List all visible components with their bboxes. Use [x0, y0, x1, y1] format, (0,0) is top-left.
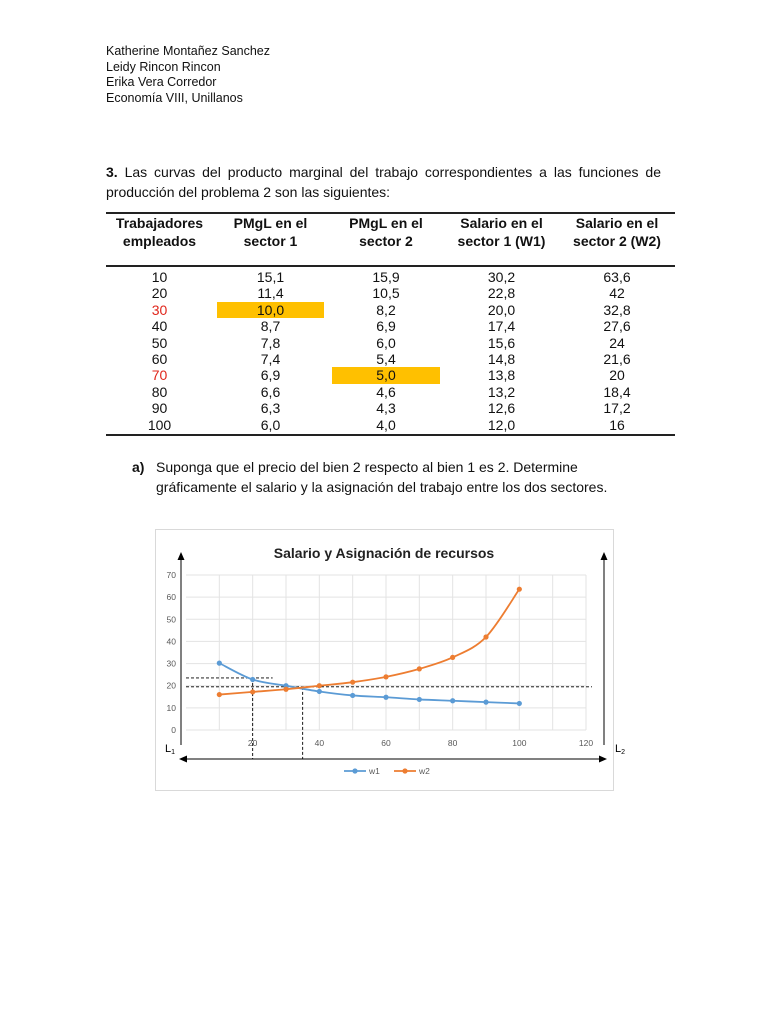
legend-marker-w1 [352, 768, 357, 773]
data-point-w2 [217, 692, 222, 697]
table-cell: 20 [151, 285, 168, 302]
column-header: PMgL en el sector 2 [328, 213, 444, 266]
table-cell: 18,4 [603, 383, 631, 400]
table-cell: 6,6 [260, 383, 281, 400]
table-row [106, 384, 675, 400]
horizontal-axis-right-arrow [599, 756, 607, 763]
author-name: Katherine Montañez Sanchez [106, 44, 270, 58]
data-point-w1 [417, 697, 422, 702]
table-cell: 20 [609, 367, 625, 384]
table-row [106, 318, 675, 334]
table-cell: 21,6 [603, 351, 631, 368]
table-cell: 10 [151, 269, 168, 285]
column-header: Salario en el sector 1 (W1) [444, 213, 559, 266]
chart-container [155, 529, 626, 791]
column-header: Trabajadores empleados [106, 213, 213, 266]
data-point-w1 [383, 695, 388, 700]
table-cell: 12,0 [444, 417, 559, 435]
data-point-w1 [450, 698, 455, 703]
data-point-w2 [317, 683, 322, 688]
question-text: Suponga que el precio del bien 2 respecto al bien 1 es 2. Determine gráficamente el salario y la asignación del trabajo entre los dos sectores. [156, 459, 608, 495]
table-cell: 12,6 [487, 400, 516, 417]
table-cell: 90 [151, 400, 168, 417]
table-cell: 6,0 [213, 417, 328, 435]
table-cell: 70 [151, 367, 168, 384]
y-tick-label: 60 [166, 592, 176, 603]
data-point-w2 [483, 634, 488, 639]
table-row [106, 351, 675, 367]
data-point-w1 [317, 689, 322, 694]
table-cell: 10,5 [372, 285, 400, 302]
problem-number: 3. [106, 164, 118, 180]
table-cell: 16 [559, 417, 675, 435]
y-tick-label: 20 [166, 680, 176, 691]
data-point-w1 [350, 693, 355, 698]
data-point-w1 [517, 701, 522, 706]
table-cell: 100 [106, 417, 213, 435]
table-cell: 8,2 [376, 301, 396, 318]
table-cell: 8,7 [260, 318, 281, 335]
axis-label-l2: L2 [615, 743, 626, 756]
problem-statement [106, 163, 661, 202]
table-cell: 40 [151, 318, 168, 335]
table-cell: 6,9 [260, 367, 281, 384]
table-row [106, 367, 675, 383]
y-tick-label: 50 [166, 614, 176, 625]
left-axis-arrow [178, 552, 185, 560]
table-row [106, 400, 675, 416]
chart-title: Salario y Asignación de recursos [273, 545, 495, 561]
table-row [106, 335, 675, 351]
table-header-row [106, 213, 675, 266]
table-cell: 5,0 [328, 367, 444, 383]
table-cell: 24 [609, 334, 625, 351]
y-tick-label: 10 [166, 702, 176, 713]
question-label: a) [132, 459, 145, 475]
y-tick-label: 0 [171, 725, 176, 735]
table-row [106, 285, 675, 301]
column-header: PMgL en el sector 1 [213, 213, 328, 266]
x-tick-label: 120 [578, 738, 594, 748]
table-cell: 60 [151, 351, 168, 368]
table-row [106, 417, 675, 435]
table-cell: 7,8 [260, 334, 281, 351]
table-cell: 7,4 [260, 351, 281, 368]
data-point-w1 [250, 677, 255, 682]
table-cell: 4,3 [376, 400, 396, 417]
legend-label-w1: w1 [369, 766, 380, 776]
author-name: Leidy Rincon Rincon [106, 59, 221, 74]
data-point-w2 [517, 587, 522, 592]
table-cell: 15,6 [487, 334, 516, 351]
question-a [132, 458, 662, 497]
table-cell: 6,9 [376, 318, 396, 335]
table-cell: 17,2 [603, 400, 631, 417]
table-cell: 22,8 [487, 285, 516, 302]
table-row [106, 266, 675, 285]
table-cell: 42 [609, 285, 625, 302]
data-point-w2 [450, 655, 455, 660]
table-cell: 63,6 [603, 269, 631, 285]
table-cell: 11,4 [257, 285, 284, 302]
x-tick-label: 60 [381, 738, 391, 748]
table-cell: 32,8 [603, 301, 631, 318]
table-cell: 4,0 [328, 417, 444, 435]
author-block [106, 44, 270, 106]
legend-marker-w2 [402, 768, 407, 773]
x-tick-label: 80 [447, 738, 458, 748]
x-tick-label: 40 [314, 738, 325, 748]
table-cell: 14,8 [487, 351, 516, 368]
data-point-w2 [283, 687, 288, 692]
data-table [106, 212, 675, 436]
table-cell: 30 [151, 301, 168, 318]
x-tick-label: 100 [512, 738, 527, 748]
table-cell: 6,3 [260, 400, 281, 417]
horizontal-axis-left-arrow [179, 756, 187, 763]
table-cell: 17,4 [487, 318, 516, 335]
line-chart [156, 530, 626, 790]
y-tick-label: 70 [166, 570, 176, 580]
data-point-w2 [250, 689, 255, 694]
table-cell: 6,0 [376, 334, 396, 351]
data-point-w2 [350, 680, 355, 685]
table-cell: 27,6 [603, 318, 631, 335]
x-tick-label: 20 [247, 738, 258, 748]
column-header: Salario en el sector 2 (W2) [559, 213, 675, 266]
axis-label-l1: L1 [165, 743, 176, 756]
table-cell: 15,9 [372, 269, 400, 285]
data-point-w1 [217, 661, 222, 666]
table-cell: 30,2 [487, 269, 516, 285]
data-point-w2 [383, 674, 388, 679]
data-point-w1 [483, 700, 488, 705]
table-row [106, 302, 675, 318]
table-cell: 15,1 [256, 269, 285, 285]
y-tick-label: 30 [166, 658, 176, 669]
table-cell: 20,0 [487, 301, 516, 318]
table-cell: 10,0 [213, 302, 328, 318]
table-cell: 5,4 [376, 351, 396, 368]
y-tick-label: 40 [166, 636, 176, 647]
author-name: Erika Vera Corredor [106, 75, 217, 90]
problem-text: Las curvas del producto marginal del trabajo correspondientes a las funciones de producción del problema 2 son las siguientes: [106, 164, 661, 200]
course-name: Economía VIII, Unillanos [106, 90, 243, 105]
table-cell: 4,6 [376, 383, 396, 400]
table-cell: 50 [151, 334, 168, 351]
table-cell: 80 [151, 383, 168, 400]
right-axis-arrow [601, 552, 608, 560]
legend-label-w2: w2 [419, 766, 430, 776]
table-cell: 13,2 [487, 383, 516, 400]
table-cell: 13,8 [487, 367, 516, 384]
data-point-w2 [417, 666, 422, 671]
series-line-w1 [219, 663, 519, 703]
